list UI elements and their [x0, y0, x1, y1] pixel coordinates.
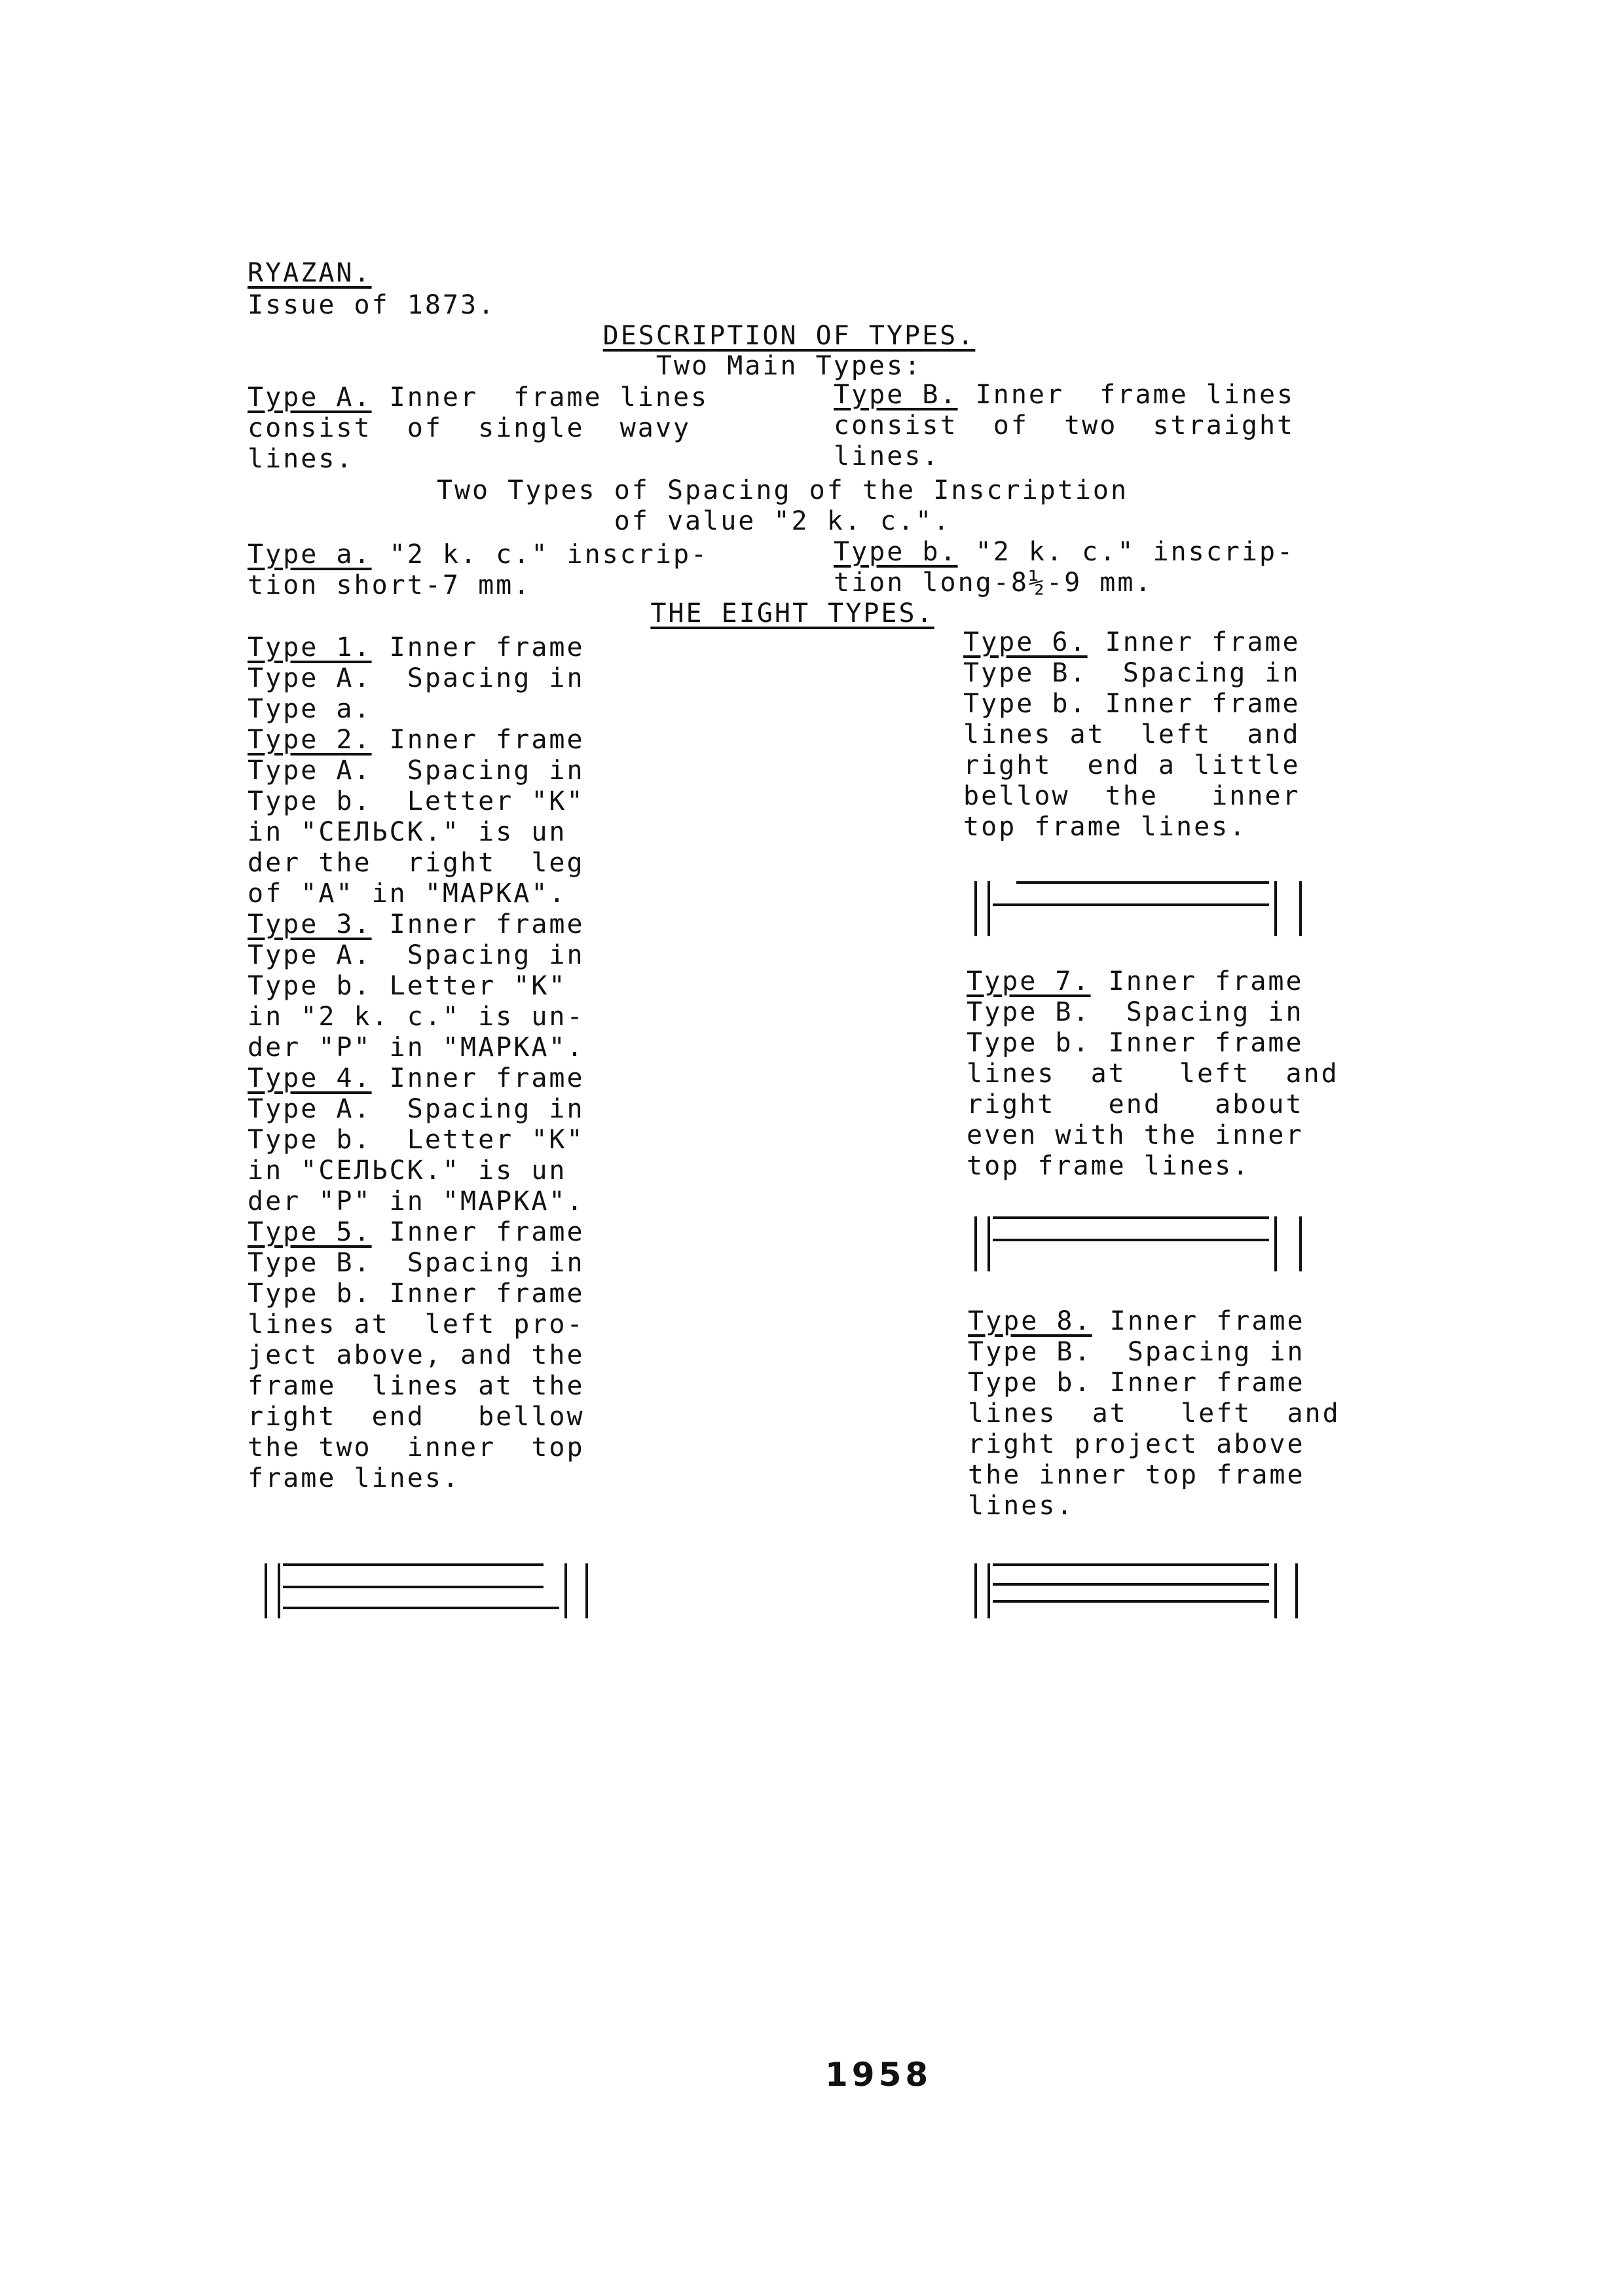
spacing-label: Two Types of Spacing of the Inscription of value "2 k. c.".	[436, 475, 1129, 536]
type-4-label: Type 4.	[248, 1063, 372, 1093]
type-8-label: Type 8.	[968, 1306, 1092, 1336]
type-1-label: Type 1.	[248, 632, 372, 663]
type-6-label: Type 6.	[963, 627, 1088, 657]
type-2-block	[248, 725, 585, 909]
type-5-block	[248, 1217, 585, 1494]
page-number: 1958	[825, 2056, 932, 2094]
type-3-label: Type 3.	[248, 909, 372, 939]
type-B-text: Inner frame lines consist of two straight lines.	[834, 380, 1295, 471]
type-7-text: Inner frame Type B. Spacing in Type b. Inner frame lines at left and right end about even with the inner top frame lines.	[967, 966, 1339, 1181]
type-8-text: Inner frame Type B. Spacing in Type b. Inner frame lines at left and right project above the inner top frame lines.	[968, 1306, 1340, 1521]
type-4-text: Inner frame Type A. Spacing in Type b. Letter "K" in "СЕЛЬСК." is un der "P" in "MAPKA".	[248, 1063, 585, 1216]
type-7-block	[967, 966, 1339, 1182]
frame-diagram-type-8	[974, 1563, 1308, 1622]
eight-types-heading: THE EIGHT TYPES.	[650, 598, 934, 629]
frame-diagram-type-5	[265, 1563, 599, 1622]
type-6-block	[963, 627, 1301, 843]
type-a-block	[248, 539, 709, 601]
type-1-text: Inner frame Type A. Spacing in Type a.	[248, 632, 585, 724]
type-a-text: "2 k. c." inscrip- tion short-7 mm.	[248, 539, 709, 600]
type-2-text: Inner frame Type A. Spacing in Type b. Letter "K" in "СЕЛЬСК." is un der the right leg of "A" in "MAPKA".	[248, 725, 585, 909]
type-b-text: "2 k. c." inscrip- tion long-8½-9 mm.	[834, 537, 1295, 598]
type-b-label: Type b.	[834, 537, 958, 567]
type-3-block	[248, 909, 585, 1063]
type-3-text: Inner frame Type A. Spacing in Type b. Letter "K" in "2 k. c." is un- der "P" in "MAPKA".	[248, 909, 585, 1063]
type-A-block	[248, 382, 709, 475]
type-5-text: Inner frame Type B. Spacing in Type b. Inner frame lines at left pro- ject above, and the frame lines at the right end bellow the two inner top frame lines.	[248, 1217, 585, 1493]
place-heading: RYAZAN.	[248, 258, 372, 288]
frame-diagram-type-7	[974, 1216, 1308, 1275]
type-A-label: Type A.	[248, 382, 372, 412]
main-types-label: Two Main Types:	[655, 351, 923, 381]
type-A-text: Inner frame lines consist of single wavy lines.	[248, 382, 709, 474]
type-a-label: Type a.	[248, 539, 372, 570]
type-B-block	[834, 380, 1295, 472]
issue-line: Issue of 1873.	[248, 290, 496, 320]
description-heading: DESCRIPTION OF TYPES.	[602, 321, 976, 351]
type-8-block	[968, 1306, 1340, 1522]
type-B-label: Type B.	[834, 380, 958, 410]
type-2-label: Type 2.	[248, 725, 372, 755]
type-7-label: Type 7.	[967, 966, 1091, 996]
type-1-block	[248, 632, 585, 725]
type-b-block	[834, 537, 1295, 598]
type-4-block	[248, 1063, 585, 1217]
frame-diagram-type-6	[974, 881, 1308, 940]
type-5-label: Type 5.	[248, 1217, 372, 1247]
type-6-text: Inner frame Type B. Spacing in Type b. Inner frame lines at left and right end a little bellow the inner top frame lines.	[963, 627, 1301, 842]
